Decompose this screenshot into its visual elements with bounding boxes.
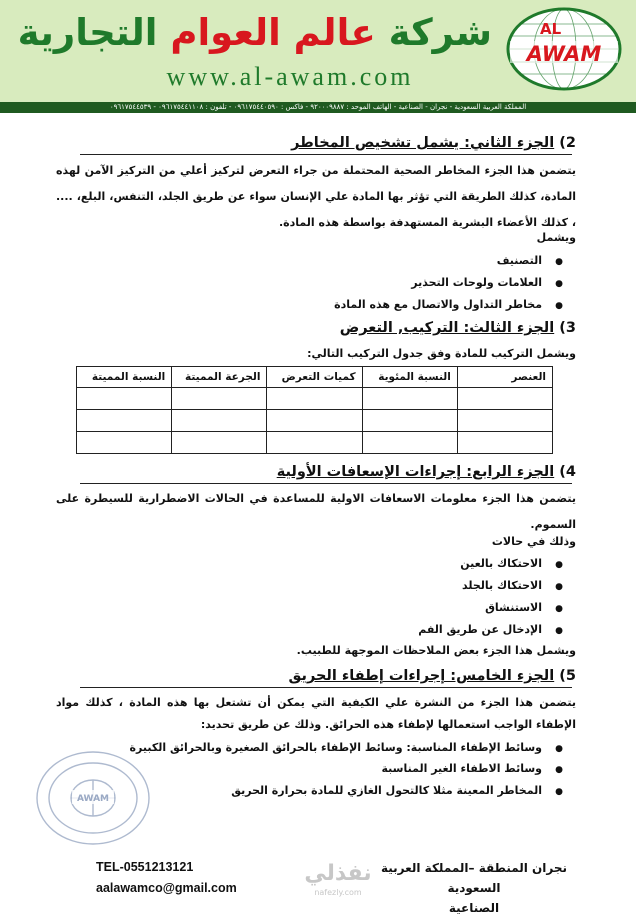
bullet-dot-icon: ● <box>555 626 563 636</box>
letterhead-header <box>0 0 636 102</box>
section-4-title: الجزء الرابع: إجراءات الإسعافات الأولية <box>276 464 555 480</box>
footer-address <box>374 858 574 918</box>
stamp-logo-text: AWAM <box>76 794 110 804</box>
bullet-dot-icon: ● <box>555 787 563 797</box>
bullet-dot-icon: ● <box>555 582 563 592</box>
section-2-title: الجزء الثاني: يشمل تشخيص المخاطر <box>291 135 555 151</box>
section-4-heading <box>277 462 576 482</box>
section-4-paragraph: يتضمن هذا الجزء معلومات الاسعافات الاولية للمساعدة في الحالات الاضطرارية للسيطرة على السموم. <box>56 492 576 531</box>
company-website: www.al-awam.com <box>166 62 414 91</box>
table-header-cell: الجرعة المميتة <box>172 367 267 388</box>
company-name <box>12 8 492 58</box>
watermark-arabic: نفذلي <box>304 861 372 886</box>
section-2-paragraph: يتضمن هذا الجزء المخاطر الصحية المحتملة من جراء التعرض لتركيز أعلي من التركيز الآمن لهذه المادة، كذلك الطريقة التي تؤثر بها المادة علي الإنسان سواء عن طريق الجلد، التنفس، البلع، .... ، كذلك الأعضاء البشرية المستهدفة بواسطة هذه المادة. <box>56 164 576 229</box>
section-2-bullet <box>411 273 576 294</box>
composition-table <box>76 366 553 454</box>
contact-strip: المملكة العربية السعودية - نجران - الصناعية - الهاتف الموحد : ٩٢٠٠٠٩٨٨٧ - فاكس : ٠٩٦١٧٥٤٤٠٥٩٠ - تلفون : ٠٩٦١٧٥٤٤١١٠٨ - ٠٩٦١٧٥٤٤٥٣٩ <box>0 102 636 113</box>
table-cell <box>457 432 552 454</box>
bullet-dot-icon: ● <box>555 301 563 311</box>
section-4-bullet-text: الاحتكاك بالعين <box>460 557 542 570</box>
site-watermark <box>298 860 378 904</box>
table-header-row <box>77 367 553 388</box>
section-3-intro: ويشمل التركيب للمادة وفق جدول التركيب التالي: <box>307 347 576 360</box>
watermark-latin: nafezly.com <box>314 888 362 897</box>
section-4-bullet <box>418 620 576 641</box>
table-cell <box>77 432 172 454</box>
footer-phone: TEL-0551213121 <box>96 860 194 874</box>
table-cell <box>172 432 267 454</box>
logo-text-al: AL <box>540 20 562 38</box>
footer-address-line: الصناعية <box>448 901 500 915</box>
section-5-heading <box>288 666 576 686</box>
section-2-bullet-text: العلامات ولوحات التحذير <box>411 276 542 289</box>
bullet-dot-icon: ● <box>555 744 563 754</box>
section-divider <box>80 687 572 688</box>
section-2-heading <box>291 133 576 153</box>
table-cell <box>77 388 172 410</box>
table-cell <box>362 410 457 432</box>
section-4-number: 4) <box>559 464 576 480</box>
company-name-highlight: عالم العوام <box>170 11 376 54</box>
company-name-prefix: شركة <box>388 11 492 54</box>
table-cell <box>362 388 457 410</box>
section-4-bullet-text: الاستنشاق <box>485 601 542 614</box>
table-cell <box>457 388 552 410</box>
section-4-bullet <box>462 576 576 597</box>
bullet-dot-icon: ● <box>555 604 563 614</box>
section-2-lead: ويشمل <box>536 231 576 244</box>
company-name-suffix: التجارية <box>17 11 158 54</box>
section-3-title: الجزء الثالث: التركيب, التعرض <box>339 320 555 336</box>
bullet-dot-icon: ● <box>555 560 563 570</box>
section-4-bullet <box>460 554 576 575</box>
section-divider <box>80 154 572 155</box>
section-5-bullet-text: المخاطر المعينة مثلا كالتحول الغازي للمادة بحرارة الحريق <box>231 784 542 797</box>
section-2-bullet <box>334 295 576 316</box>
section-2-bullet-text: مخاطر التداول والاتصال مع هذه المادة <box>334 298 542 311</box>
section-3-number: 3) <box>559 320 576 336</box>
table-cell <box>457 410 552 432</box>
bullet-dot-icon: ● <box>555 279 563 289</box>
table-row <box>77 432 553 454</box>
section-5-bullet <box>231 781 576 802</box>
section-4-closing: ويشمل هذا الجزء بعض الملاحظات الموجهة للطبيب. <box>296 644 576 657</box>
table-header-cell: العنصر <box>457 367 552 388</box>
section-4-bullet-text: الاحتكاك بالجلد <box>462 579 542 592</box>
section-2-bullet-text: التصنيف <box>496 254 542 267</box>
table-cell <box>267 432 362 454</box>
section-5-bullet <box>130 738 576 759</box>
section-divider <box>80 483 572 484</box>
table-header-cell: النسبة المئوية <box>362 367 457 388</box>
section-4-bullet <box>485 598 576 619</box>
table-cell <box>77 410 172 432</box>
table-header-cell: كميات التعرض <box>267 367 362 388</box>
table-cell <box>267 410 362 432</box>
footer-address-line: نجران المنطقة –المملكة العربية السعودية <box>380 861 568 895</box>
section-4-lead: وذلك في حالات <box>491 535 576 548</box>
section-5-number: 5) <box>559 668 576 684</box>
footer-email: aalawamco@gmail.com <box>96 881 237 895</box>
section-5-bullet-text: وسائط الاطفاء الغير المناسبة <box>381 762 542 775</box>
section-3-heading <box>340 318 576 338</box>
table-cell <box>172 388 267 410</box>
table-cell <box>362 432 457 454</box>
section-4-bullet-text: الإدخال عن طريق الفم <box>418 623 542 636</box>
section-5-paragraph: يتضمن هذا الجزء من النشرة علي الكيفية التي يمكن أن تشتعل بها هذه المادة ، كذلك مواد الإطفاء الواجب استعمالها لإطفاء هذه الحرائق. وذلك عن طريق تحديد: <box>56 696 576 731</box>
logo-text-awam: AWAM <box>526 42 602 66</box>
section-5-bullet-text: وسائط الإطفاء المناسبة: وسائط الإطفاء بالحرائق الصغيرة وبالحرائق الكبيرة <box>129 741 542 754</box>
company-stamp <box>34 748 152 848</box>
company-logo <box>504 6 624 92</box>
table-cell <box>267 388 362 410</box>
section-5-title: الجزء الخامس: إجراءات إطفاء الحريق <box>288 668 555 684</box>
table-row <box>77 388 553 410</box>
table-cell <box>172 410 267 432</box>
section-2-number: 2) <box>559 135 576 151</box>
table-row <box>77 410 553 432</box>
section-2-bullet <box>497 251 576 272</box>
section-5-bullet <box>382 759 577 780</box>
bullet-dot-icon: ● <box>555 765 563 775</box>
table-header-cell: النسبة المميتة <box>77 367 172 388</box>
bullet-dot-icon: ● <box>555 257 563 267</box>
